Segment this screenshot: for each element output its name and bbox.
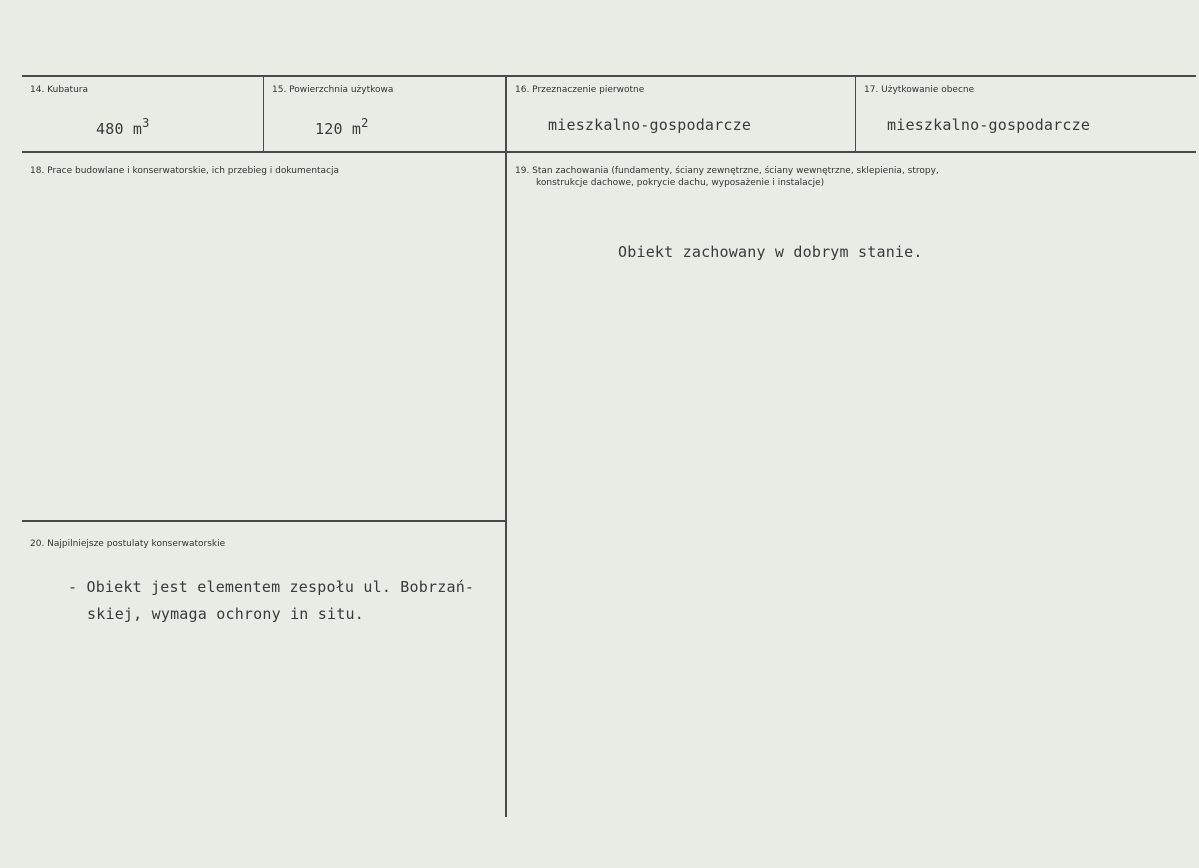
field-15-label: 15. Powierzchnia użytkowa [272,85,394,95]
field-14-label: 14. Kubatura [30,85,89,95]
top-rule [22,75,1196,77]
field-14-exponent: 3 [142,116,150,130]
col-divider-14-15 [263,77,264,151]
field-15-value [315,116,369,138]
row-divider-rule [22,151,1196,153]
field-15-exponent: 2 [361,116,369,130]
col-divider-16-17 [855,77,856,151]
field-14-number: 480 m [96,120,143,138]
field-15-number: 120 m [315,120,362,138]
field-20-line1: - Obiekt jest elementem zespołu ul. Bobrzań- [68,578,475,596]
col-divider-15-16 [505,77,507,817]
field-17-value: mieszkalno-gospodarcze [887,116,1091,134]
field-18-label: 18. Prace budowlane i konserwatorskie, ich przebieg i dokumentacja [30,166,340,176]
field-19-label-line2: konstrukcje dachowe, pokrycie dachu, wyposażenie i instalacje) [536,178,825,188]
field-17-label: 17. Użytkowanie obecne [864,85,975,95]
section-20-rule [22,520,505,522]
field-20-line2: skiej, wymaga ochrony in situ. [87,605,364,623]
field-19-value: Obiekt zachowany w dobrym stanie. [618,243,923,261]
field-16-value: mieszkalno-gospodarcze [548,116,752,134]
field-20-label: 20. Najpilniejsze postulaty konserwatorskie [30,539,226,549]
field-14-value [96,116,150,138]
field-16-label: 16. Przeznaczenie pierwotne [515,85,645,95]
field-19-label-line1: 19. Stan zachowania (fundamenty, ściany zewnętrzne, ściany wewnętrzne, sklepienia, stropy, [515,166,939,176]
